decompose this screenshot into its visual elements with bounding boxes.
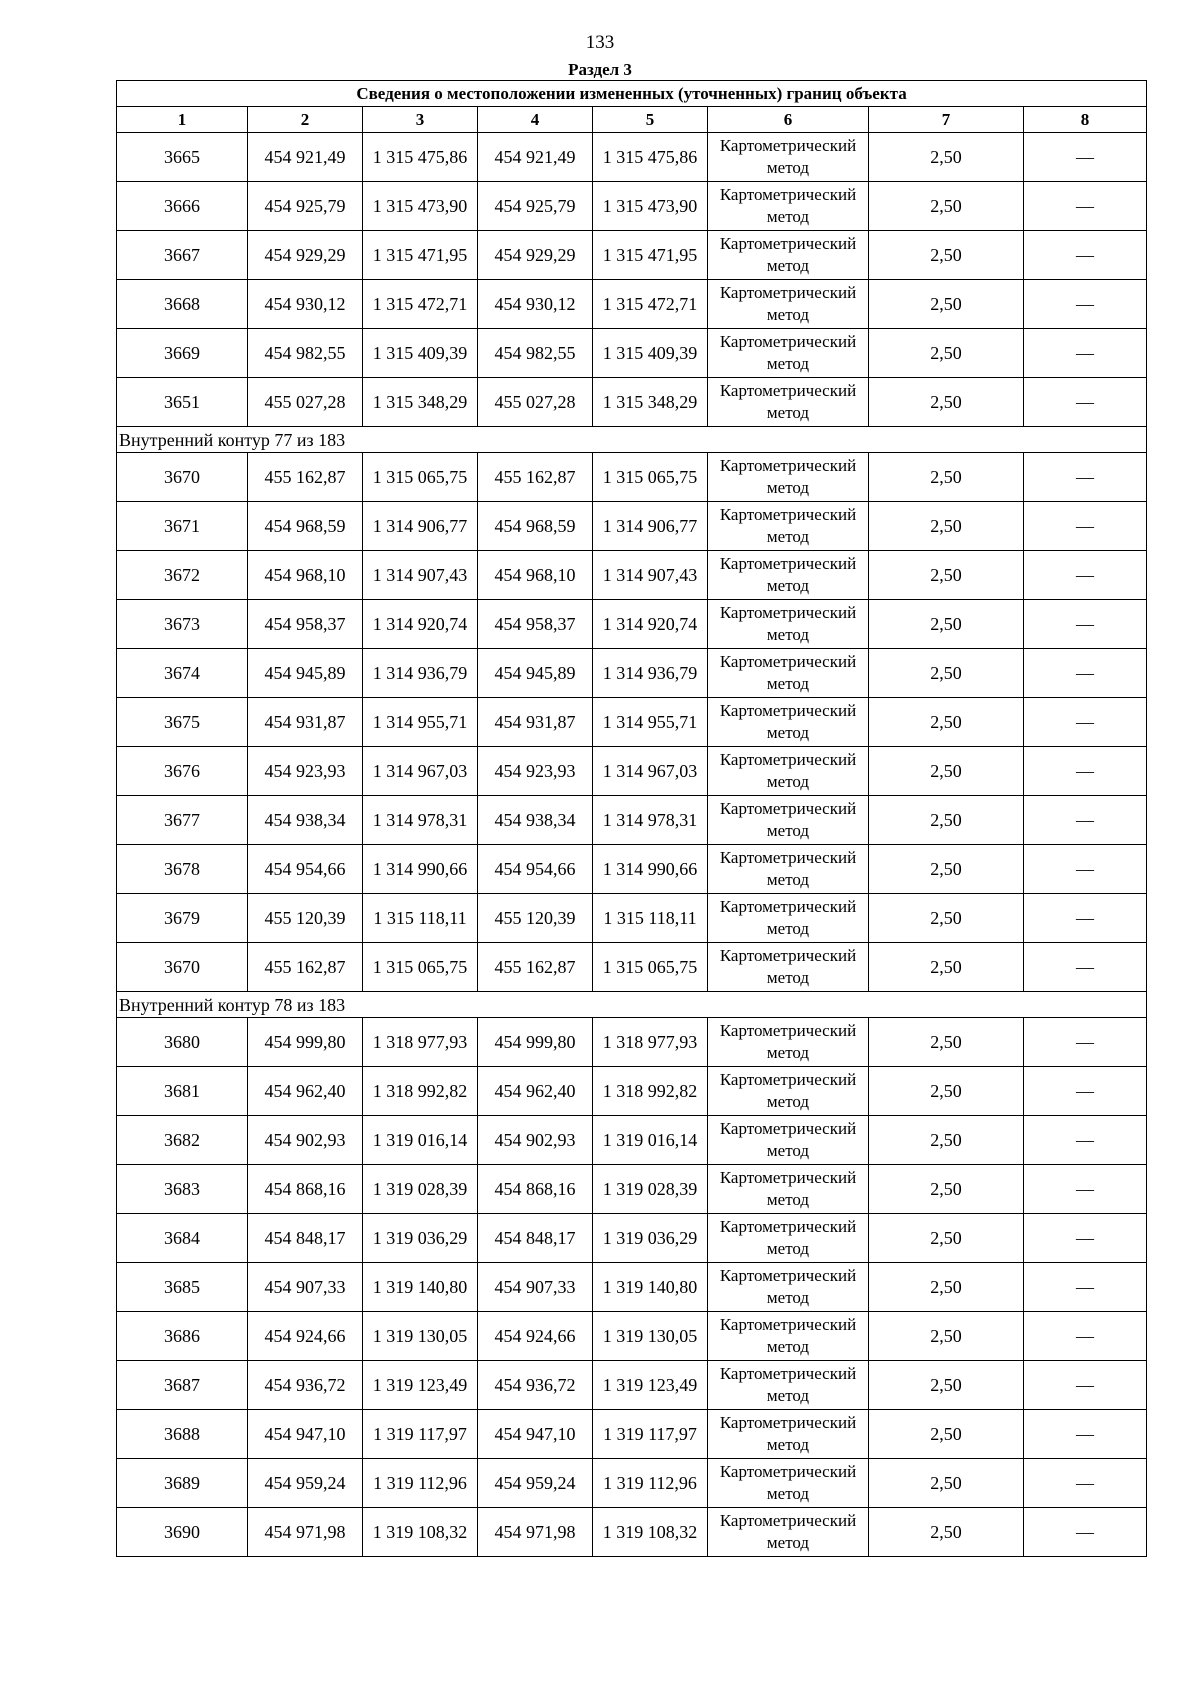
accuracy-cell: 2,50 [869,231,1024,280]
point-number-cell: 3668 [117,280,248,329]
description-cell: — [1024,1018,1147,1067]
coord-x-refined-cell: 454 958,37 [478,600,593,649]
coord-x-existing-cell: 454 936,72 [248,1361,363,1410]
column-header: 3 [363,107,478,133]
accuracy-cell: 2,50 [869,698,1024,747]
description-cell: — [1024,1165,1147,1214]
method-cell: Картометрический метод [708,182,869,231]
table-row [117,1410,1147,1459]
coord-x-refined-cell: 454 938,34 [478,796,593,845]
coord-y-existing-cell: 1 319 130,05 [363,1312,478,1361]
coord-x-refined-cell: 454 907,33 [478,1263,593,1312]
point-number-cell: 3677 [117,796,248,845]
coord-x-refined-cell: 454 868,16 [478,1165,593,1214]
coord-x-existing-cell: 455 162,87 [248,453,363,502]
coord-x-existing-cell: 454 962,40 [248,1067,363,1116]
description-cell: — [1024,1459,1147,1508]
description-cell: — [1024,1263,1147,1312]
boundary-table [116,80,1147,1557]
table-row [117,378,1147,427]
point-number-cell: 3679 [117,894,248,943]
coord-y-refined-cell: 1 314 920,74 [593,600,708,649]
coord-x-existing-cell: 454 848,17 [248,1214,363,1263]
coord-x-existing-cell: 454 929,29 [248,231,363,280]
point-number-cell: 3688 [117,1410,248,1459]
point-number-cell: 3671 [117,502,248,551]
method-cell: Картометрический метод [708,1508,869,1557]
point-number-cell: 3667 [117,231,248,280]
coord-x-refined-cell: 454 945,89 [478,649,593,698]
coord-x-refined-cell: 454 921,49 [478,133,593,182]
table-row [117,1214,1147,1263]
coord-y-existing-cell: 1 319 036,29 [363,1214,478,1263]
coord-x-existing-cell: 454 868,16 [248,1165,363,1214]
coord-y-refined-cell: 1 315 348,29 [593,378,708,427]
coord-y-refined-cell: 1 318 992,82 [593,1067,708,1116]
description-cell: — [1024,378,1147,427]
accuracy-cell: 2,50 [869,133,1024,182]
table-row [117,1312,1147,1361]
coord-x-refined-cell: 454 929,29 [478,231,593,280]
point-number-cell: 3681 [117,1067,248,1116]
coord-x-refined-cell: 454 971,98 [478,1508,593,1557]
column-header: 2 [248,107,363,133]
coord-y-existing-cell: 1 314 907,43 [363,551,478,600]
table-row [117,1263,1147,1312]
description-cell: — [1024,943,1147,992]
coord-x-existing-cell: 454 921,49 [248,133,363,182]
coord-x-existing-cell: 454 999,80 [248,1018,363,1067]
description-cell: — [1024,1312,1147,1361]
coord-x-refined-cell: 454 999,80 [478,1018,593,1067]
coord-y-refined-cell: 1 314 967,03 [593,747,708,796]
method-cell: Картометрический метод [708,698,869,747]
table-row [117,1508,1147,1557]
coord-x-existing-cell: 454 923,93 [248,747,363,796]
point-number-cell: 3676 [117,747,248,796]
coord-y-existing-cell: 1 314 906,77 [363,502,478,551]
method-cell: Картометрический метод [708,600,869,649]
table-row [117,280,1147,329]
method-cell: Картометрический метод [708,845,869,894]
coord-y-refined-cell: 1 319 140,80 [593,1263,708,1312]
coord-y-existing-cell: 1 314 978,31 [363,796,478,845]
point-number-cell: 3690 [117,1508,248,1557]
coord-y-existing-cell: 1 319 112,96 [363,1459,478,1508]
coord-y-existing-cell: 1 314 920,74 [363,600,478,649]
description-cell: — [1024,796,1147,845]
description-cell: — [1024,502,1147,551]
table-row [117,453,1147,502]
column-header: 7 [869,107,1024,133]
coord-x-existing-cell: 455 120,39 [248,894,363,943]
description-cell: — [1024,329,1147,378]
coord-y-refined-cell: 1 319 016,14 [593,1116,708,1165]
table-title-row [117,81,1147,107]
method-cell: Картометрический метод [708,1214,869,1263]
coord-x-refined-cell: 454 930,12 [478,280,593,329]
coord-x-refined-cell: 454 947,10 [478,1410,593,1459]
method-cell: Картометрический метод [708,1361,869,1410]
table-row [117,1018,1147,1067]
table-header-row [117,107,1147,133]
method-cell: Картометрический метод [708,894,869,943]
coord-y-refined-cell: 1 319 028,39 [593,1165,708,1214]
coord-y-existing-cell: 1 315 118,11 [363,894,478,943]
coord-y-refined-cell: 1 319 108,32 [593,1508,708,1557]
coord-y-existing-cell: 1 315 348,29 [363,378,478,427]
table-row [117,698,1147,747]
method-cell: Картометрический метод [708,649,869,698]
point-number-cell: 3665 [117,133,248,182]
method-cell: Картометрический метод [708,1312,869,1361]
table-row [117,502,1147,551]
point-number-cell: 3673 [117,600,248,649]
method-cell: Картометрический метод [708,231,869,280]
accuracy-cell: 2,50 [869,1067,1024,1116]
accuracy-cell: 2,50 [869,453,1024,502]
coord-x-refined-cell: 454 902,93 [478,1116,593,1165]
table-row [117,943,1147,992]
method-cell: Картометрический метод [708,280,869,329]
accuracy-cell: 2,50 [869,182,1024,231]
coord-x-refined-cell: 454 925,79 [478,182,593,231]
table-row [117,845,1147,894]
coord-x-existing-cell: 454 907,33 [248,1263,363,1312]
table-row [117,231,1147,280]
method-cell: Картометрический метод [708,1263,869,1312]
coord-y-existing-cell: 1 315 471,95 [363,231,478,280]
method-cell: Картометрический метод [708,551,869,600]
method-cell: Картометрический метод [708,796,869,845]
method-cell: Картометрический метод [708,453,869,502]
table-row [117,1067,1147,1116]
table-row [117,551,1147,600]
point-number-cell: 3685 [117,1263,248,1312]
accuracy-cell: 2,50 [869,747,1024,796]
accuracy-cell: 2,50 [869,1361,1024,1410]
description-cell: — [1024,231,1147,280]
contour-label: Внутренний контур 78 из 183 [117,992,1147,1018]
coord-y-refined-cell: 1 319 112,96 [593,1459,708,1508]
column-header: 5 [593,107,708,133]
coord-y-existing-cell: 1 319 117,97 [363,1410,478,1459]
point-number-cell: 3678 [117,845,248,894]
coord-x-refined-cell: 454 962,40 [478,1067,593,1116]
coord-x-refined-cell: 455 120,39 [478,894,593,943]
coord-y-existing-cell: 1 314 990,66 [363,845,478,894]
column-header: 6 [708,107,869,133]
coord-x-existing-cell: 454 924,66 [248,1312,363,1361]
table-row [117,649,1147,698]
coord-y-existing-cell: 1 315 472,71 [363,280,478,329]
column-header: 1 [117,107,248,133]
accuracy-cell: 2,50 [869,551,1024,600]
coord-y-refined-cell: 1 319 036,29 [593,1214,708,1263]
coord-y-existing-cell: 1 319 108,32 [363,1508,478,1557]
coord-x-existing-cell: 454 954,66 [248,845,363,894]
accuracy-cell: 2,50 [869,1116,1024,1165]
coord-y-refined-cell: 1 315 409,39 [593,329,708,378]
coord-x-existing-cell: 454 938,34 [248,796,363,845]
method-cell: Картометрический метод [708,1067,869,1116]
coord-x-existing-cell: 454 902,93 [248,1116,363,1165]
table-row [117,1165,1147,1214]
table-row [117,796,1147,845]
description-cell: — [1024,1508,1147,1557]
coord-y-refined-cell: 1 314 907,43 [593,551,708,600]
accuracy-cell: 2,50 [869,502,1024,551]
contour-header-row [117,992,1147,1018]
description-cell: — [1024,182,1147,231]
coord-y-refined-cell: 1 315 475,86 [593,133,708,182]
table-row [117,133,1147,182]
coord-x-refined-cell: 455 027,28 [478,378,593,427]
coord-y-refined-cell: 1 315 473,90 [593,182,708,231]
page-number: 133 [585,32,615,53]
coord-y-refined-cell: 1 314 955,71 [593,698,708,747]
coord-y-existing-cell: 1 315 475,86 [363,133,478,182]
coord-y-refined-cell: 1 318 977,93 [593,1018,708,1067]
method-cell: Картометрический метод [708,747,869,796]
point-number-cell: 3682 [117,1116,248,1165]
accuracy-cell: 2,50 [869,845,1024,894]
description-cell: — [1024,1116,1147,1165]
method-cell: Картометрический метод [708,1018,869,1067]
coord-x-refined-cell: 454 936,72 [478,1361,593,1410]
table-row [117,1361,1147,1410]
coord-y-existing-cell: 1 318 977,93 [363,1018,478,1067]
coord-x-refined-cell: 454 982,55 [478,329,593,378]
coord-x-refined-cell: 454 954,66 [478,845,593,894]
coord-x-existing-cell: 454 968,59 [248,502,363,551]
coord-y-refined-cell: 1 315 472,71 [593,280,708,329]
coord-y-refined-cell: 1 314 906,77 [593,502,708,551]
table-title: Сведения о местоположении измененных (уточненных) границ объекта [117,81,1147,107]
section-title: Раздел 3 [568,60,632,79]
point-number-cell: 3683 [117,1165,248,1214]
coord-y-refined-cell: 1 319 123,49 [593,1361,708,1410]
description-cell: — [1024,1214,1147,1263]
coord-y-existing-cell: 1 315 409,39 [363,329,478,378]
accuracy-cell: 2,50 [869,1214,1024,1263]
coord-y-refined-cell: 1 319 117,97 [593,1410,708,1459]
method-cell: Картометрический метод [708,1116,869,1165]
coord-y-existing-cell: 1 315 065,75 [363,943,478,992]
method-cell: Картометрический метод [708,329,869,378]
accuracy-cell: 2,50 [869,796,1024,845]
accuracy-cell: 2,50 [869,1165,1024,1214]
accuracy-cell: 2,50 [869,1508,1024,1557]
point-number-cell: 3666 [117,182,248,231]
coord-y-existing-cell: 1 319 140,80 [363,1263,478,1312]
table-row [117,182,1147,231]
coord-y-refined-cell: 1 315 118,11 [593,894,708,943]
table-row [117,747,1147,796]
coord-y-refined-cell: 1 315 065,75 [593,943,708,992]
column-header: 8 [1024,107,1147,133]
point-number-cell: 3687 [117,1361,248,1410]
table-row [117,1116,1147,1165]
description-cell: — [1024,747,1147,796]
method-cell: Картометрический метод [708,1410,869,1459]
coord-x-existing-cell: 454 925,79 [248,182,363,231]
method-cell: Картометрический метод [708,378,869,427]
coord-y-refined-cell: 1 319 130,05 [593,1312,708,1361]
coord-x-refined-cell: 455 162,87 [478,453,593,502]
coord-x-refined-cell: 454 968,10 [478,551,593,600]
coord-x-refined-cell: 454 924,66 [478,1312,593,1361]
coord-x-existing-cell: 454 931,87 [248,698,363,747]
column-header: 4 [478,107,593,133]
coord-y-existing-cell: 1 315 065,75 [363,453,478,502]
table-row [117,894,1147,943]
method-cell: Картометрический метод [708,502,869,551]
accuracy-cell: 2,50 [869,894,1024,943]
coord-x-existing-cell: 454 982,55 [248,329,363,378]
method-cell: Картометрический метод [708,1165,869,1214]
coord-x-existing-cell: 454 930,12 [248,280,363,329]
point-number-cell: 3674 [117,649,248,698]
contour-label: Внутренний контур 77 из 183 [117,427,1147,453]
description-cell: — [1024,1067,1147,1116]
coord-x-refined-cell: 454 923,93 [478,747,593,796]
table-row [117,1459,1147,1508]
point-number-cell: 3686 [117,1312,248,1361]
description-cell: — [1024,845,1147,894]
accuracy-cell: 2,50 [869,378,1024,427]
description-cell: — [1024,280,1147,329]
accuracy-cell: 2,50 [869,649,1024,698]
method-cell: Картометрический метод [708,943,869,992]
coord-x-existing-cell: 454 968,10 [248,551,363,600]
table-row [117,600,1147,649]
point-number-cell: 3672 [117,551,248,600]
coord-x-refined-cell: 455 162,87 [478,943,593,992]
accuracy-cell: 2,50 [869,280,1024,329]
coord-y-refined-cell: 1 315 065,75 [593,453,708,502]
accuracy-cell: 2,50 [869,1459,1024,1508]
description-cell: — [1024,551,1147,600]
point-number-cell: 3669 [117,329,248,378]
description-cell: — [1024,600,1147,649]
description-cell: — [1024,1410,1147,1459]
description-cell: — [1024,133,1147,182]
coord-y-existing-cell: 1 314 936,79 [363,649,478,698]
coord-y-existing-cell: 1 314 955,71 [363,698,478,747]
point-number-cell: 3689 [117,1459,248,1508]
coord-y-existing-cell: 1 319 016,14 [363,1116,478,1165]
accuracy-cell: 2,50 [869,1312,1024,1361]
coord-x-refined-cell: 454 968,59 [478,502,593,551]
point-number-cell: 3670 [117,943,248,992]
table-row [117,329,1147,378]
coord-y-existing-cell: 1 319 123,49 [363,1361,478,1410]
description-cell: — [1024,894,1147,943]
point-number-cell: 3680 [117,1018,248,1067]
coord-y-refined-cell: 1 314 978,31 [593,796,708,845]
coord-x-refined-cell: 454 848,17 [478,1214,593,1263]
accuracy-cell: 2,50 [869,1410,1024,1459]
coord-y-existing-cell: 1 318 992,82 [363,1067,478,1116]
coord-x-existing-cell: 454 971,98 [248,1508,363,1557]
accuracy-cell: 2,50 [869,329,1024,378]
coord-y-existing-cell: 1 319 028,39 [363,1165,478,1214]
coord-x-refined-cell: 454 959,24 [478,1459,593,1508]
coord-x-existing-cell: 454 945,89 [248,649,363,698]
method-cell: Картометрический метод [708,133,869,182]
point-number-cell: 3670 [117,453,248,502]
point-number-cell: 3684 [117,1214,248,1263]
description-cell: — [1024,698,1147,747]
coord-y-existing-cell: 1 314 967,03 [363,747,478,796]
coord-y-refined-cell: 1 315 471,95 [593,231,708,280]
accuracy-cell: 2,50 [869,943,1024,992]
coord-x-existing-cell: 454 958,37 [248,600,363,649]
accuracy-cell: 2,50 [869,1018,1024,1067]
accuracy-cell: 2,50 [869,1263,1024,1312]
coord-x-refined-cell: 454 931,87 [478,698,593,747]
coord-x-existing-cell: 454 959,24 [248,1459,363,1508]
coord-x-existing-cell: 455 027,28 [248,378,363,427]
description-cell: — [1024,649,1147,698]
coord-y-refined-cell: 1 314 990,66 [593,845,708,894]
description-cell: — [1024,453,1147,502]
point-number-cell: 3651 [117,378,248,427]
coord-x-existing-cell: 454 947,10 [248,1410,363,1459]
accuracy-cell: 2,50 [869,600,1024,649]
contour-header-row [117,427,1147,453]
coord-y-existing-cell: 1 315 473,90 [363,182,478,231]
coord-y-refined-cell: 1 314 936,79 [593,649,708,698]
coord-x-existing-cell: 455 162,87 [248,943,363,992]
method-cell: Картометрический метод [708,1459,869,1508]
description-cell: — [1024,1361,1147,1410]
point-number-cell: 3675 [117,698,248,747]
